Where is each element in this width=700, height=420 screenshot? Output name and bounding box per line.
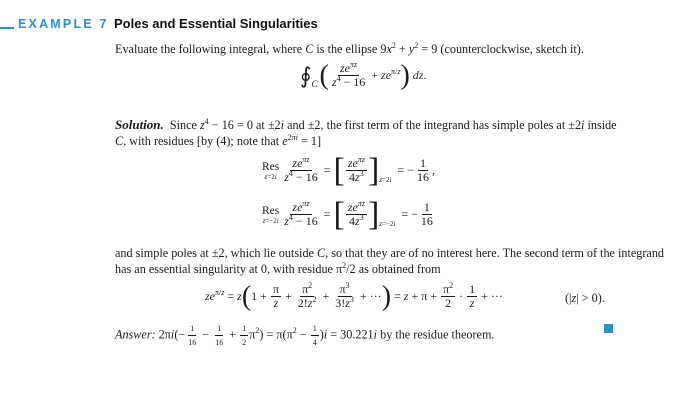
solution-line-4: has an essential singularity at 0, with residue $\pi^2/2$ as obtained from	[115, 260, 441, 276]
example-rule	[0, 27, 14, 29]
series-condition: (|z| > 0).	[565, 291, 605, 305]
residue-equation-1: Res z=2i $\frac{ze^{\pi z}}{z^4 - 16}$ = [ $\frac{ze^{\pi z}}{4z^3}$ ] z=2i = − $\frac{1}{16}$ ,	[262, 151, 435, 189]
integral-equation: ∮ C ( $\frac{ze^{\pi z}}{z^4 - 16}$ + $ze^{\pi/z}$ ) dz.	[300, 59, 427, 91]
series-equation: $ze^{\pi/z} = z$ ( 1 + $\frac{\pi}{z}$ + $\frac{\pi^2}{2!z^2}$ + $\frac{\pi^3}{3!z^3}$ + ··· ) = z + π + $\frac{\pi^2}{2}$ · $\frac{1}{z}$ + ···	[205, 280, 503, 312]
answer-line: Answer: 2πi(− $\frac{1}{16}$ − $\frac{1}{16}$ + $\frac{1}{2}$ $\pi^2) = \pi(\pi^2$ − $\frac{1}{4}$ )i = 30.221i by the residue theorem.	[115, 324, 495, 347]
residue-equation-2: Res z=−2i $\frac{ze^{\pi z}}{z^4 - 16}$ = [ $\frac{ze^{\pi z}}{4z^3}$ ] z=−2i = − $\frac{1}{16}$	[262, 195, 433, 233]
example-label: EXAMPLE 7	[18, 17, 109, 31]
solution-line-3: and simple poles at ±2, which lie outside C, so that they are of no interest here. The second term of the integrand	[115, 246, 665, 260]
solution-line-2: C, with residues [by (4); note that $e^{2\pi i} = 1$]	[115, 132, 322, 148]
problem-statement: Evaluate the following integral, where C is the ellipse $9x^2 + y^2 = 9$ (counterclockwise, sketch it).	[115, 40, 584, 56]
end-of-example-square	[604, 324, 613, 333]
solution-line-1: Solution. Since $z^4 - 16 = 0$ at ±2i and ±2, the first term of the integrand has simple poles at ±2i inside	[115, 116, 617, 132]
example-title: Poles and Essential Singularities	[114, 16, 318, 31]
